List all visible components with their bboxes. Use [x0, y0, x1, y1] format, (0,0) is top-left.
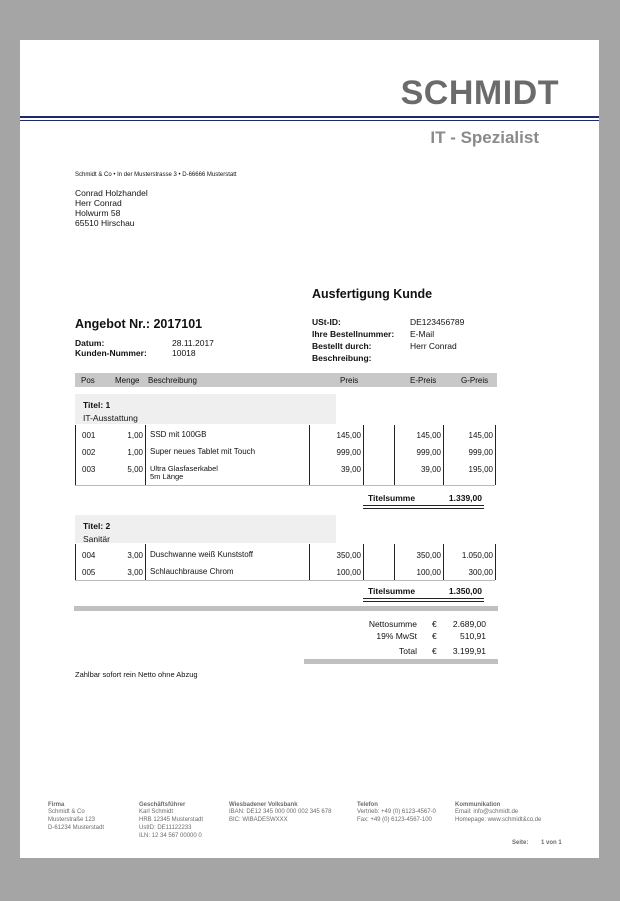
row-pos: 002 [82, 448, 96, 457]
row-gprice: 999,00 [468, 448, 493, 457]
vat-total-value: 510,91 [460, 631, 486, 641]
table-line [309, 425, 310, 485]
col-gprice: G-Preis [461, 376, 489, 385]
total-underline [304, 659, 498, 664]
footer-line: HRB 12345 Musterstadt [139, 817, 204, 823]
date-value: 28.11.2017 [172, 338, 214, 348]
row-gprice: 1.050,00 [461, 551, 493, 560]
row-qty: 1,00 [127, 431, 143, 440]
footer-line: IBAN: DE12 345 000 000 002 345 678 [229, 809, 332, 815]
subtotal-value: 1.339,00 [448, 493, 482, 503]
footer-heading: Wiesbadener Volksbank [229, 802, 298, 808]
row-price: 999,00 [336, 448, 361, 457]
document-page [20, 40, 599, 858]
group-header [75, 515, 336, 543]
row-gprice: 145,00 [468, 431, 493, 440]
grand-total-label: Total [399, 646, 417, 656]
col-desc: Beschreibung [148, 376, 197, 385]
order-value: E-Mail [410, 329, 435, 339]
customer-label: Kunden-Nummer: [75, 348, 147, 358]
footer-communication [455, 802, 541, 824]
table-line [75, 580, 495, 581]
subtotal-rule [363, 505, 484, 506]
row-qty: 1,00 [127, 448, 143, 457]
currency-symbol: € [432, 631, 437, 641]
footer-heading: Geschäftsführer [139, 802, 186, 808]
row-price: 145,00 [336, 431, 361, 440]
footer-line: Email: info@schmidt.de [455, 809, 519, 815]
subtotal-label: Titelsumme [368, 586, 416, 596]
footer-heading: Telefon [357, 802, 378, 808]
row-qty: 3,00 [127, 568, 143, 577]
header-rule [20, 116, 599, 118]
customer-value: 10018 [172, 348, 196, 358]
currency-symbol: € [432, 619, 437, 629]
row-desc-detail: 5m Länge [150, 472, 184, 481]
header-rule [20, 120, 599, 121]
table-line [145, 425, 146, 485]
footer-phone [357, 802, 436, 824]
row-gprice: 300,00 [468, 568, 493, 577]
footer-heading: Kommunikation [455, 802, 501, 808]
row-eprice: 145,00 [416, 431, 441, 440]
subtotal-rule [363, 598, 484, 599]
recipient-line: Conrad Holzhandel [75, 188, 148, 198]
table-line [363, 425, 364, 485]
footer-line: Schmidt & Co [48, 809, 85, 815]
footer-company [48, 802, 104, 832]
group-subtitle: Sanitär [83, 534, 110, 544]
row-eprice: 999,00 [416, 448, 441, 457]
ordered-by-value: Herr Conrad [410, 341, 457, 351]
brand-logo: SCHMIDT [400, 74, 559, 112]
row-pos: 004 [82, 551, 96, 560]
recipient-line: 65510 Hirschau [75, 218, 135, 228]
row-price: 100,00 [336, 568, 361, 577]
footer-line: ILN: 12 34 567 00000 0 [139, 833, 202, 839]
copy-label: Ausfertigung Kunde [312, 287, 433, 301]
payment-note: Zahlbar sofort rein Netto ohne Abzug [75, 670, 198, 679]
row-eprice: 100,00 [416, 568, 441, 577]
footer-line: Musterstraße 123 [48, 817, 96, 823]
footer-line: BIC: WIBADESWXXX [229, 817, 288, 823]
row-desc: Duschwanne weiß Kunststoff [150, 550, 254, 559]
col-pos: Pos [81, 376, 95, 385]
footer-line: Homepage: www.schmidt&co.de [455, 817, 542, 823]
footer-line: Karl Schmidt [139, 809, 174, 815]
sender-line: Schmidt & Co • In der Musterstrasse 3 • D-66666 Musterstatt [75, 172, 237, 178]
group-title: Titel: 1 [83, 400, 111, 410]
row-pos: 001 [82, 431, 96, 440]
row-price: 39,00 [340, 465, 361, 474]
order-label: Ihre Bestellnummer: [312, 329, 395, 339]
grand-total-value: 3.199,91 [452, 646, 486, 656]
table-line [75, 544, 76, 580]
col-qty: Menge [115, 376, 140, 385]
row-eprice: 39,00 [420, 465, 441, 474]
row-price: 350,00 [336, 551, 361, 560]
table-line [495, 425, 496, 485]
table-line [495, 544, 496, 580]
recipient-line: Holwurm 58 [75, 208, 121, 218]
row-desc: SSD mit 100GB [150, 430, 207, 439]
row-pos: 005 [82, 568, 96, 577]
footer-management [139, 802, 203, 840]
offer-title: Angebot Nr.: 2017101 [75, 317, 203, 331]
row-qty: 3,00 [127, 551, 143, 560]
row-eprice: 350,00 [416, 551, 441, 560]
total-separator [74, 606, 498, 611]
page-number: 1 von 1 [541, 840, 562, 846]
table-line [309, 544, 310, 580]
vat-value: DE123456789 [410, 317, 465, 327]
group-title: Titel: 2 [83, 521, 111, 531]
row-desc: Schlauchbrause Chrom [150, 567, 234, 576]
subtotal-rule [363, 508, 484, 509]
table-line [145, 544, 146, 580]
group-subtitle: IT-Ausstattung [83, 413, 138, 423]
currency-symbol: € [432, 646, 437, 656]
net-label: Nettosumme [368, 619, 417, 629]
table-line [75, 485, 495, 486]
recipient-line: Herr Conrad [75, 198, 122, 208]
footer-heading: Firma [48, 802, 65, 808]
col-eprice: E-Preis [410, 376, 437, 385]
ordered-by-label: Bestellt durch: [312, 341, 372, 351]
recipient-address [75, 188, 148, 228]
footer-line: D-61234 Musterstadt [48, 825, 105, 831]
table-line [75, 425, 76, 485]
row-gprice: 195,00 [468, 465, 493, 474]
col-price: Preis [340, 376, 359, 385]
subtotal-label: Titelsumme [368, 493, 416, 503]
date-label: Datum: [75, 338, 105, 348]
page-label: Seite: [512, 840, 529, 846]
vat-label: USt-ID: [312, 317, 341, 327]
row-desc: Super neues Tablet mit Touch [150, 447, 256, 456]
table-line [363, 544, 364, 580]
row-desc: Ultra Glasfaserkabel [150, 464, 218, 473]
brand-tagline: IT - Spezialist [430, 128, 539, 147]
net-value: 2.689,00 [452, 619, 486, 629]
footer-bank [229, 802, 331, 824]
subtotal-rule [363, 601, 484, 602]
footer-line: Vertrieb: +49 (0) 6123-4567-0 [357, 809, 436, 815]
footer-line: Fax: +49 (0) 6123-4567-100 [357, 817, 432, 823]
subtotal-value: 1.350,00 [448, 586, 482, 596]
vat-total-label: 19% MwSt [376, 631, 417, 641]
row-pos: 003 [82, 465, 96, 474]
row-qty: 5,00 [127, 465, 143, 474]
description-label: Beschreibung: [312, 353, 372, 363]
footer-line: UstID: DE11122233 [139, 825, 192, 831]
